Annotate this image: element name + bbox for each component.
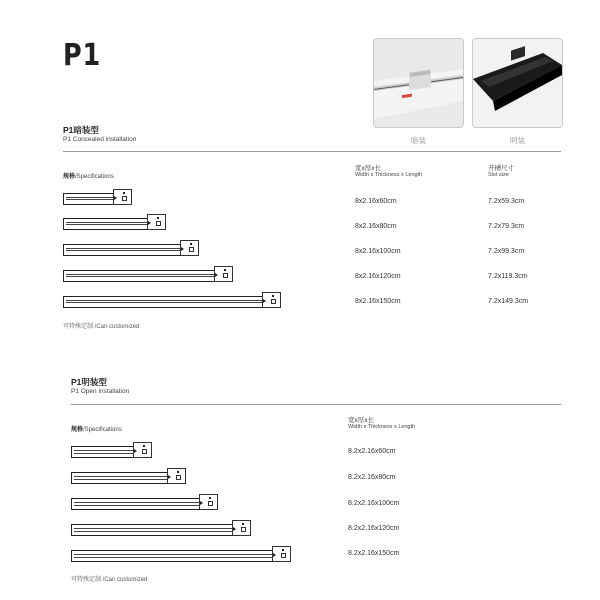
concealed-track-endcap-1: [147, 214, 166, 230]
photo-caption-concealed: 暗装: [411, 136, 426, 145]
concealed-slot-0: 7.2x59.3cm: [488, 198, 525, 205]
open-title: P1明装型: [71, 377, 107, 387]
concealed-title: P1暗装型: [63, 125, 99, 135]
concealed-slot-1: 7.2x79.3cm: [488, 223, 525, 230]
concealed-size-2: 8x2.16x100cm: [355, 248, 401, 255]
open-track-drawing-4: [71, 550, 276, 562]
concealed-col1-header-en: Width x Thickness x Length: [355, 172, 423, 178]
open-col1-header-en: Width x Thickness x Length: [348, 424, 416, 430]
open-spec-label: 规格/Specifications: [71, 427, 122, 433]
concealed-col2-header-en: Slot size: [488, 172, 509, 178]
concealed-track-drawing-1: [63, 218, 151, 230]
concealed-slot-2: 7.2x99.3cm: [488, 248, 525, 255]
concealed-subtitle: P1 Concealed installation: [63, 136, 137, 143]
photo-caption-open: 明装: [510, 136, 525, 145]
open-size-4: 8.2x2.16x150cm: [348, 550, 400, 557]
concealed-slot-4: 7.2x149.3cm: [488, 298, 529, 305]
concealed-spec-label: 规格/Specifications: [63, 174, 114, 180]
concealed-track-drawing-3: [63, 270, 218, 282]
concealed-track-endcap-0: [113, 189, 132, 205]
concealed-track-drawing-0: [63, 193, 117, 205]
open-track-drawing-2: [71, 498, 203, 510]
open-track-photo: [472, 38, 563, 128]
open-size-3: 8.2x2.16x120cm: [348, 525, 400, 532]
open-subtitle: P1 Open installation: [71, 388, 130, 395]
open-track-endcap-4: [272, 546, 291, 562]
open-size-2: 8.2x2.16x100cm: [348, 500, 400, 507]
open-custom-note: 可特殊定制 /Can customized: [71, 577, 148, 583]
open-track-drawing-3: [71, 524, 236, 536]
concealed-size-0: 8x2.16x60cm: [355, 198, 397, 205]
open-divider: [71, 404, 561, 405]
concealed-track-endcap-3: [214, 266, 233, 282]
concealed-size-4: 8x2.16x150cm: [355, 298, 401, 305]
product-logo: P1: [63, 38, 102, 73]
open-track-endcap-0: [133, 442, 152, 458]
concealed-divider: [63, 151, 561, 152]
open-track-drawing-0: [71, 446, 137, 458]
open-track-endcap-3: [232, 520, 251, 536]
concealed-slot-3: 7.2x119.3cm: [488, 273, 528, 280]
open-col1-header-cn: 宽x厚x长: [348, 417, 374, 424]
concealed-track-endcap-4: [262, 292, 281, 308]
concealed-custom-note: 可特殊定制 /Can customized: [63, 324, 140, 330]
open-track-drawing-1: [71, 472, 171, 484]
concealed-col1-header-cn: 宽x厚x长: [355, 165, 381, 172]
concealed-track-drawing-2: [63, 244, 184, 256]
open-track-endcap-1: [167, 468, 186, 484]
open-track-endcap-2: [199, 494, 218, 510]
concealed-track-photo: [373, 38, 464, 128]
concealed-track-endcap-2: [180, 240, 199, 256]
concealed-size-3: 8x2.16x120cm: [355, 273, 401, 280]
open-size-0: 8.2x2.16x60cm: [348, 448, 396, 455]
concealed-col2-header-cn: 开槽尺寸: [488, 165, 514, 172]
open-size-1: 8.2x2.16x80cm: [348, 474, 396, 481]
concealed-track-drawing-4: [63, 296, 266, 308]
concealed-size-1: 8x2.16x80cm: [355, 223, 397, 230]
